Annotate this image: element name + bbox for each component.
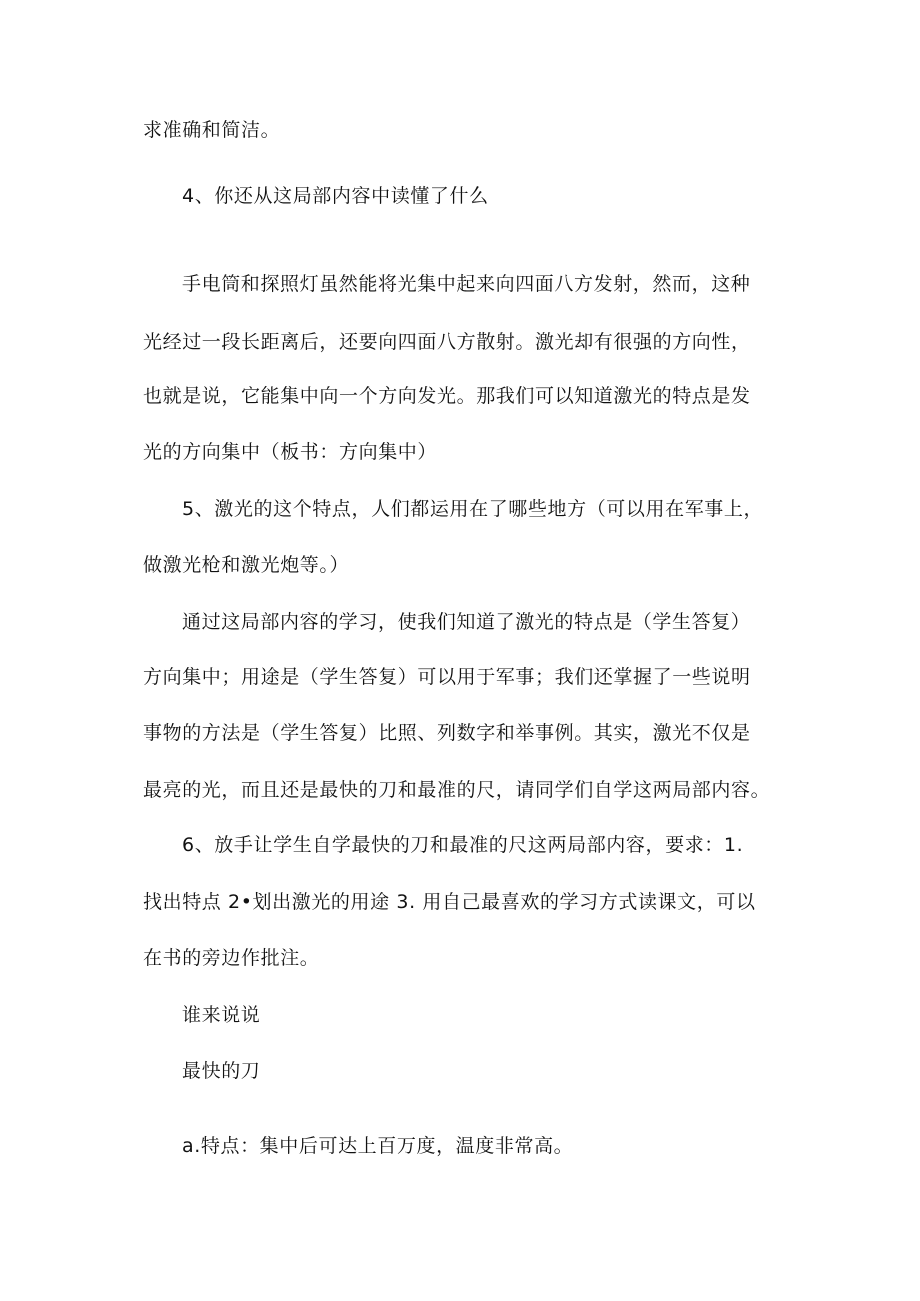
numbered-question-6: 6、放手让学生自学最快的刀和最准的尺这两局部内容，要求：1.	[182, 834, 744, 856]
paragraph-line: 手电筒和探照灯虽然能将光集中起来向四面八方发射，然而，这种	[182, 273, 751, 295]
paragraph-line: 找出特点 2•划出激光的用途 3. 用自己最喜欢的学习方式读课文，可以	[143, 891, 756, 913]
paragraph-line: 最亮的光，而且还是最快的刀和最准的尺，请同学们自学这两局部内容。	[143, 779, 771, 801]
prompt-line: 谁来说说	[182, 1004, 261, 1026]
numbered-question-4: 4、你还从这局部内容中读懂了什么	[182, 185, 489, 207]
paragraph-line: 也就是说，它能集中向一个方向发光。那我们可以知道激光的特点是发	[143, 385, 751, 407]
paragraph-line: 光经过一段长距离后，还要向四面八方散射。激光却有很强的方向性，	[143, 331, 751, 353]
paragraph-line: 通过这局部内容的学习，使我们知道了激光的特点是（学生答复）	[182, 611, 751, 633]
paragraph-line: 在书的旁边作批注。	[143, 947, 320, 969]
numbered-question-5: 5、激光的这个特点，人们都运用在了哪些地方（可以用在军事上，	[182, 498, 764, 520]
section-heading: 最快的刀	[182, 1060, 261, 1082]
text-line: 求准确和简洁。	[143, 119, 281, 141]
paragraph-line: 光的方向集中（板书：方向集中）	[143, 441, 438, 463]
paragraph-line: 事物的方法是（学生答复）比照、列数字和举事例。其实，激光不仅是	[143, 722, 751, 744]
list-item: a.特点：集中后可达上百万度，温度非常高。	[182, 1135, 574, 1157]
paragraph-line: 做激光枪和激光炮等。）	[143, 554, 350, 576]
paragraph-line: 方向集中；用途是（学生答复）可以用于军事；我们还掌握了一些说明	[143, 666, 751, 688]
